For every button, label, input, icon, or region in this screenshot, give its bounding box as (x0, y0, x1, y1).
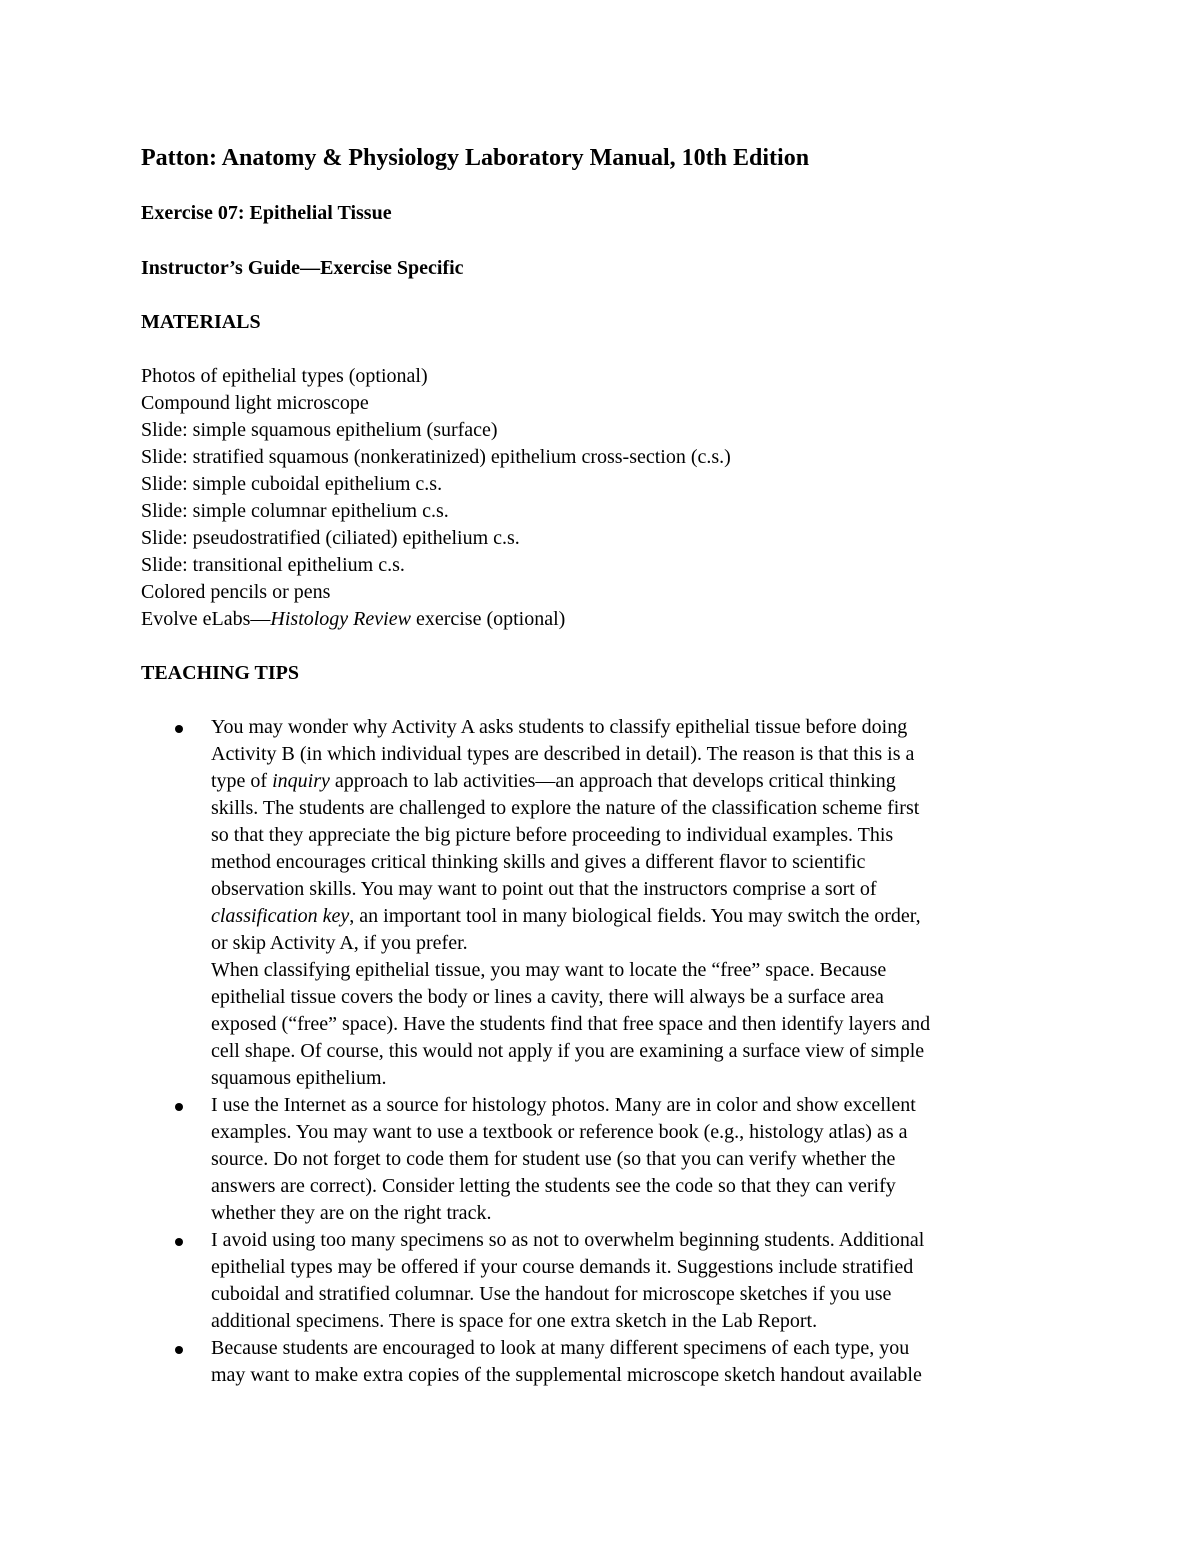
materials-item: Colored pencils or pens (141, 581, 331, 603)
teaching-tips-list (211, 714, 1071, 1389)
tip-line: whether they are on the right track. (211, 1202, 492, 1224)
materials-item-prefix: Evolve eLabs— (141, 608, 271, 630)
tip-line: or skip Activity A, if you prefer. (211, 932, 468, 954)
tip-line: cell shape. Of course, this would not apply if you are examining a surface view of simple (211, 1040, 925, 1062)
tip-text: type of (211, 770, 273, 792)
tip-item (211, 1092, 1071, 1227)
bullet-icon (175, 1238, 183, 1246)
tip-paragraph (211, 714, 1071, 957)
tip-line: I use the Internet as a source for histology photos. Many are in color and show excellent (211, 1094, 916, 1116)
bullet-icon (175, 725, 183, 733)
tip-line: epithelial types may be offered if your course demands it. Suggestions include stratified (211, 1256, 914, 1278)
materials-item: Slide: simple cuboidal epithelium c.s. (141, 473, 443, 495)
tip-italic-text: classification key (211, 905, 350, 927)
tip-item (211, 1335, 1071, 1389)
tip-line: examples. You may want to use a textbook or reference book (e.g., histology atlas) as a (211, 1121, 908, 1143)
tip-line: Activity B (in which individual types are described in detail). The reason is that this is a (211, 743, 915, 765)
tip-line: epithelial tissue covers the body or lines a cavity, there will always be a surface area (211, 986, 884, 1008)
tip-line: observation skills. You may want to point out that the instructors comprise a sort of (211, 878, 877, 900)
tip-line: squamous epithelium. (211, 1067, 387, 1089)
tip-item (211, 714, 1071, 1092)
materials-item: Compound light microscope (141, 392, 369, 414)
tip-line (211, 768, 1071, 795)
tip-paragraph (211, 1227, 1071, 1335)
tip-line: so that they appreciate the big picture before proceeding to individual examples. This (211, 824, 894, 846)
tip-line: cuboidal and stratified columnar. Use the handout for microscope sketches if you use (211, 1283, 892, 1305)
tip-italic-text: inquiry (272, 770, 330, 792)
materials-item: Slide: simple squamous epithelium (surface) (141, 419, 498, 441)
tip-line: additional specimens. There is space for one extra sketch in the Lab Report. (211, 1310, 818, 1332)
tip-paragraph (211, 1092, 1071, 1227)
tip-line: exposed (“free” space). Have the students find that free space and then identify layers and (211, 1013, 931, 1035)
materials-heading: MATERIALS (141, 311, 261, 333)
tip-line: skills. The students are challenged to explore the nature of the classification scheme first (211, 797, 920, 819)
tip-line: source. Do not forget to code them for student use (so that you can verify whether the (211, 1148, 896, 1170)
tip-text: approach to lab activities—an approach that develops critical thinking (329, 770, 896, 792)
materials-item: Slide: stratified squamous (nonkeratinized) epithelium cross-section (c.s.) (141, 446, 731, 468)
tip-line (211, 903, 1071, 930)
tip-paragraph (211, 957, 1071, 1092)
tip-paragraph (211, 1335, 1071, 1389)
tip-text: , an important tool in many biological fields. You may switch the order, (349, 905, 921, 927)
tip-item (211, 1227, 1071, 1335)
bullet-icon (175, 1103, 183, 1111)
materials-item: Slide: transitional epithelium c.s. (141, 554, 405, 576)
materials-item (141, 606, 731, 633)
tip-line: When classifying epithelial tissue, you may want to locate the “free” space. Because (211, 959, 887, 981)
materials-item: Photos of epithelial types (optional) (141, 365, 428, 387)
tip-line: method encourages critical thinking skills and gives a different flavor to scientific (211, 851, 866, 873)
teaching-tips-heading: TEACHING TIPS (141, 662, 300, 684)
materials-item-suffix: exercise (optional) (410, 608, 566, 630)
tip-line: Because students are encouraged to look at many different specimens of each type, you (211, 1337, 910, 1359)
materials-list (141, 363, 731, 633)
document-title: Patton: Anatomy & Physiology Laboratory Manual, 10th Edition (141, 145, 810, 171)
guide-heading: Instructor’s Guide—Exercise Specific (141, 257, 464, 279)
exercise-heading: Exercise 07: Epithelial Tissue (141, 202, 392, 224)
bullet-icon (175, 1346, 183, 1354)
tip-line: may want to make extra copies of the supplemental microscope sketch handout available (211, 1364, 922, 1386)
tip-line: I avoid using too many specimens so as not to overwhelm beginning students. Additional (211, 1229, 925, 1251)
tip-line: answers are correct). Consider letting the students see the code so that they can verify (211, 1175, 896, 1197)
tip-line: You may wonder why Activity A asks students to classify epithelial tissue before doing (211, 716, 908, 738)
materials-item-italic: Histology Review (270, 608, 411, 630)
materials-item: Slide: pseudostratified (ciliated) epithelium c.s. (141, 527, 520, 549)
materials-item: Slide: simple columnar epithelium c.s. (141, 500, 449, 522)
